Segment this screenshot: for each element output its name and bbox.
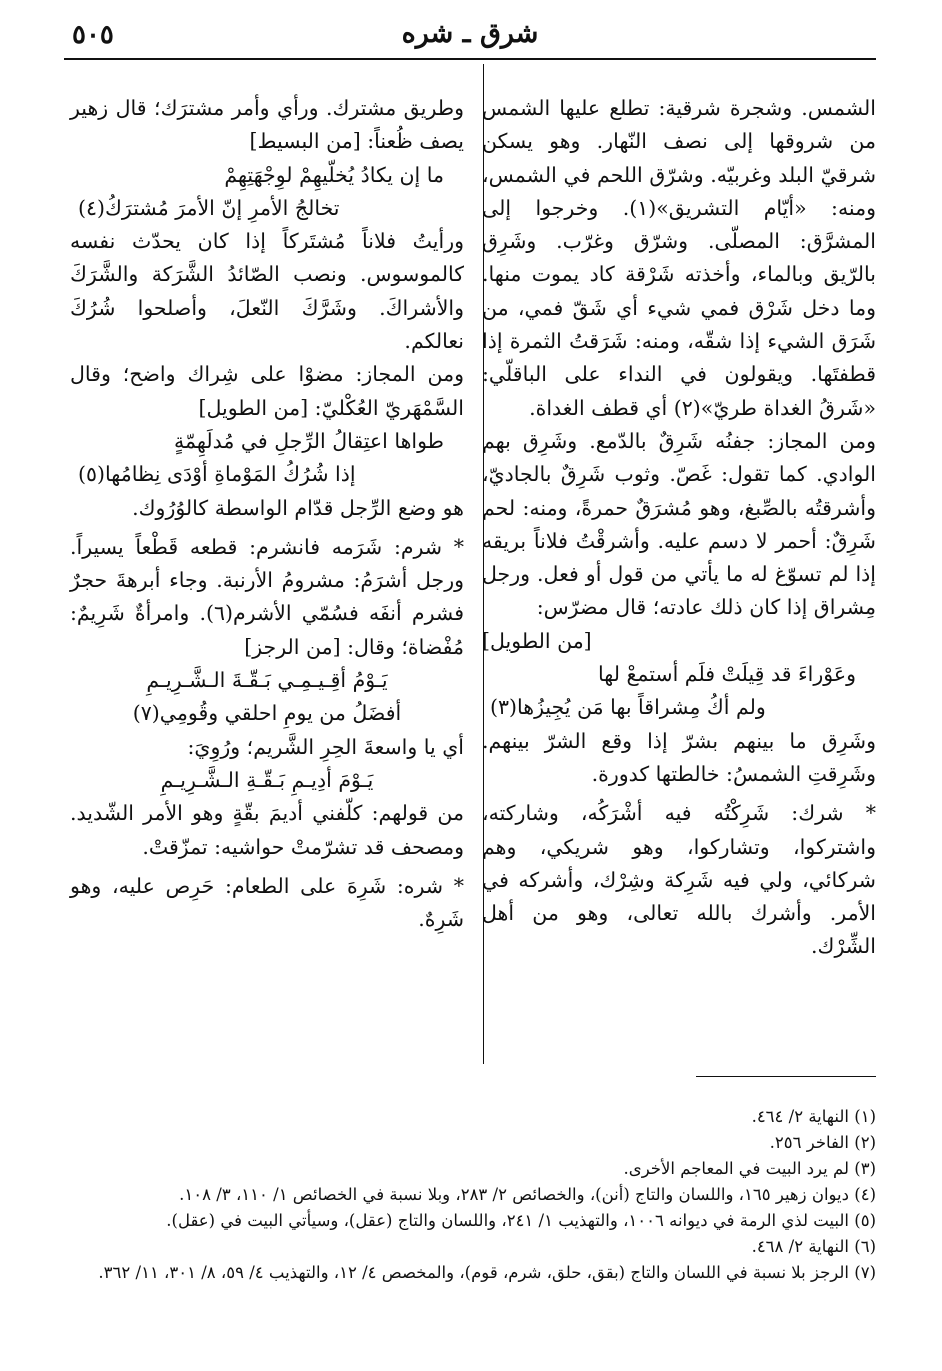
footnote-rule [696, 1076, 876, 1077]
verse-line: إذا شُرُكُ المَوْماةِ أوْدَى نِظامُها(٥) [78, 462, 356, 487]
paragraph: ومن المجاز: جفنُه شَرِقٌ بالدّمع. وشَرِق بهم الوادي. كما تقول: غَصّ. وثوب شَرِقٌ بالجاديّ، وأشرقتُه بالصِّبغ، وهو مُشرَقٌ حمرةً، ومنه: لحم شَرِقٌ: أحمر لا دسم عليه. وأشرقْتُ فلاناً بريقه إذا لم تسوّغ له ما يأتي من قول أو فعل. ورجل مِشراق إذا كان ذلك عادته؛ قال مضرّس: [482, 428, 876, 620]
meter-label: [من الطويل] [482, 628, 592, 653]
footnote: (٢) الفاخر ٢٥٦. [769, 1133, 876, 1152]
entry-paragraph: * شره: شَرِهَ على الطعام: حَرِص عليه، وهو شَرِهٌ. [70, 873, 464, 932]
footnote: (١) النهاية ٢/ ٤٦٤. [751, 1107, 876, 1126]
paragraph: من قولهم: كلّفني أديمَ بقّةٍ وهو الأمر الشّديد. ومصحف قد تشرّمتْ حواشيه: تمزّقتْ. [70, 801, 464, 859]
header-rule [64, 58, 876, 60]
paragraph: الشمس. وشجرة شرقية: تطلع عليها الشمس من شروقها إلى نصف النّهار. وهو يسكن شرقيّ البلد وغربيّه. وشرّق اللحم في الشمس، ومنه: «أيّام التشريق»(١). وخرجوا إلى المشرَّق: المصلّى. وشرّق وغرّب. وشَرِق بالرّيق وبالماء، وأخذته شَرْقة كاد يموت منها. وما دخل شَرْق فمي شيء أي شَقّ فمي، من شَرَق الشيء إذا شقّه، ومنه: شَرَقتُ الثمرة إذا قطفتَها. ويقولون في النداء على الباقلّي: «شَرقُ الغداة طريّ»(٢) أي قطف الغداة. [482, 96, 877, 420]
footnotes [80, 1104, 876, 1286]
page-header [64, 18, 876, 52]
entry-paragraph: * شرم: شَرَمه فانشرم: قطعه قَطْعاً يسيراً. ورجل أشرَمُ: مشرومُ الأرنبة. وجاء أبرهةَ حجرٌ فشرم أنفَه فسُمّي الأشرم(٦). وامرأةٌ شَرِيمٌ: مُفْضاة؛ وقال: [من الرجز] [70, 534, 464, 659]
paragraph: ورأيتُ فلاناً مُشتَركاً إذا كان يحدّث نفسه كالموسوس. ونصب الصّائدُ الشَّرَكة والشَّرَكَ والأشراكَ. وشَرَّكَ النّعلَ، وأصلحوا شُرُكَ نعالكم. [70, 229, 464, 354]
verse-line: تخالجُ الأمرِ إنّ الأمرَ مُشترَكُ(٤) [78, 195, 340, 220]
verse-line: طواها اعتِقالُ الرِّجلِ في مُدلَهِمّةٍ [174, 428, 444, 453]
verse-line: ما إن يكادُ يُخلّيهِمْ لوِجْهَتِهِمْ [224, 162, 444, 187]
footnote: (٣) لم يرد البيت في المعاجم الأخرى. [623, 1159, 876, 1178]
running-head: شرق ـ شره [401, 18, 539, 49]
footnote: (٧) الرجز بلا نسبة في اللسان والتاج (بقق، حلق، شرم، قوم)، والمخصص ٤/ ١٢، والتهذيب ٤/ ٥٩، ٨/ ٣٠١، ١١/ ٣٦٢. [98, 1263, 876, 1282]
paragraph: وطريق مشترك. ورأي وأمر مشترَك؛ قال زهير يصف ظُعناً: [من البسيط] [70, 96, 464, 154]
left-column [70, 92, 464, 936]
verse-line: يَـوْمَ أدِيـمِ بَـقّـةِ الـشَّـرِيـمِ [160, 767, 374, 792]
paragraph: ومن المجاز: مضوْا على شِراك واضح؛ وقال السَّمْهَريّ العُكْليّ: [من الطويل] [70, 362, 464, 420]
verse-line: يَـوْمُ أقِـيـمِـي بَـقّـةَ الـشَّـرِيـمِ [146, 668, 388, 693]
footnote: (٦) النهاية ٢/ ٤٦٨. [751, 1237, 876, 1256]
verse-line: وعَوْراءَ قد قِيلَتْ فلَم أستمعْ لها [598, 662, 856, 687]
page-number: ٥٠٥ [72, 20, 114, 50]
verse-line: أفضَلُ من يومِ احلقي وقُومِي(٧) [132, 701, 402, 726]
paragraph: هو وضع الرِّجل قدّام الواسطة كالوُرُوك. [132, 495, 464, 520]
right-column [482, 92, 876, 964]
entry-paragraph: * شرك: شَرِكْتُه فيه أشْرَكُه، وشاركته، واشتركوا، وتشاركوا، وهو شريكي، وهم شركائي، ولي فيه شَرِكة وشِرْك، وأشركه في الأمر. وأشرك بالله تعالى، وهو من أهل الشِّرْك. [482, 801, 876, 959]
paragraph: أي يا واسعةَ الحِرِ الشَّريم؛ ورُوِيَ: [187, 734, 464, 759]
footnote: (٤) ديوان زهير ١٦٥، واللسان والتاج (أنن)، والخصائص ٢/ ٢٨٣، وبلا نسبة في الخصائص ١/ ١١٠، ٣/ ١٠٨. [179, 1185, 876, 1204]
footnote: (٥) البيت لذي الرمة في ديوانه ١٠٠٦، والتهذيب ١/ ٢٤١، واللسان والتاج (عقل)، وسيأتي البيت في (عقل). [166, 1211, 876, 1230]
paragraph: وشَرِق ما بينهم بشرّ إذا وقع الشرّ بينهم. وشَرِقتِ الشمسُ: خالطتها كدورة. [482, 728, 876, 786]
verse-line: ولم أكُ مِشراقاً بها مَن يُجِيزُها(٣) [490, 695, 766, 720]
